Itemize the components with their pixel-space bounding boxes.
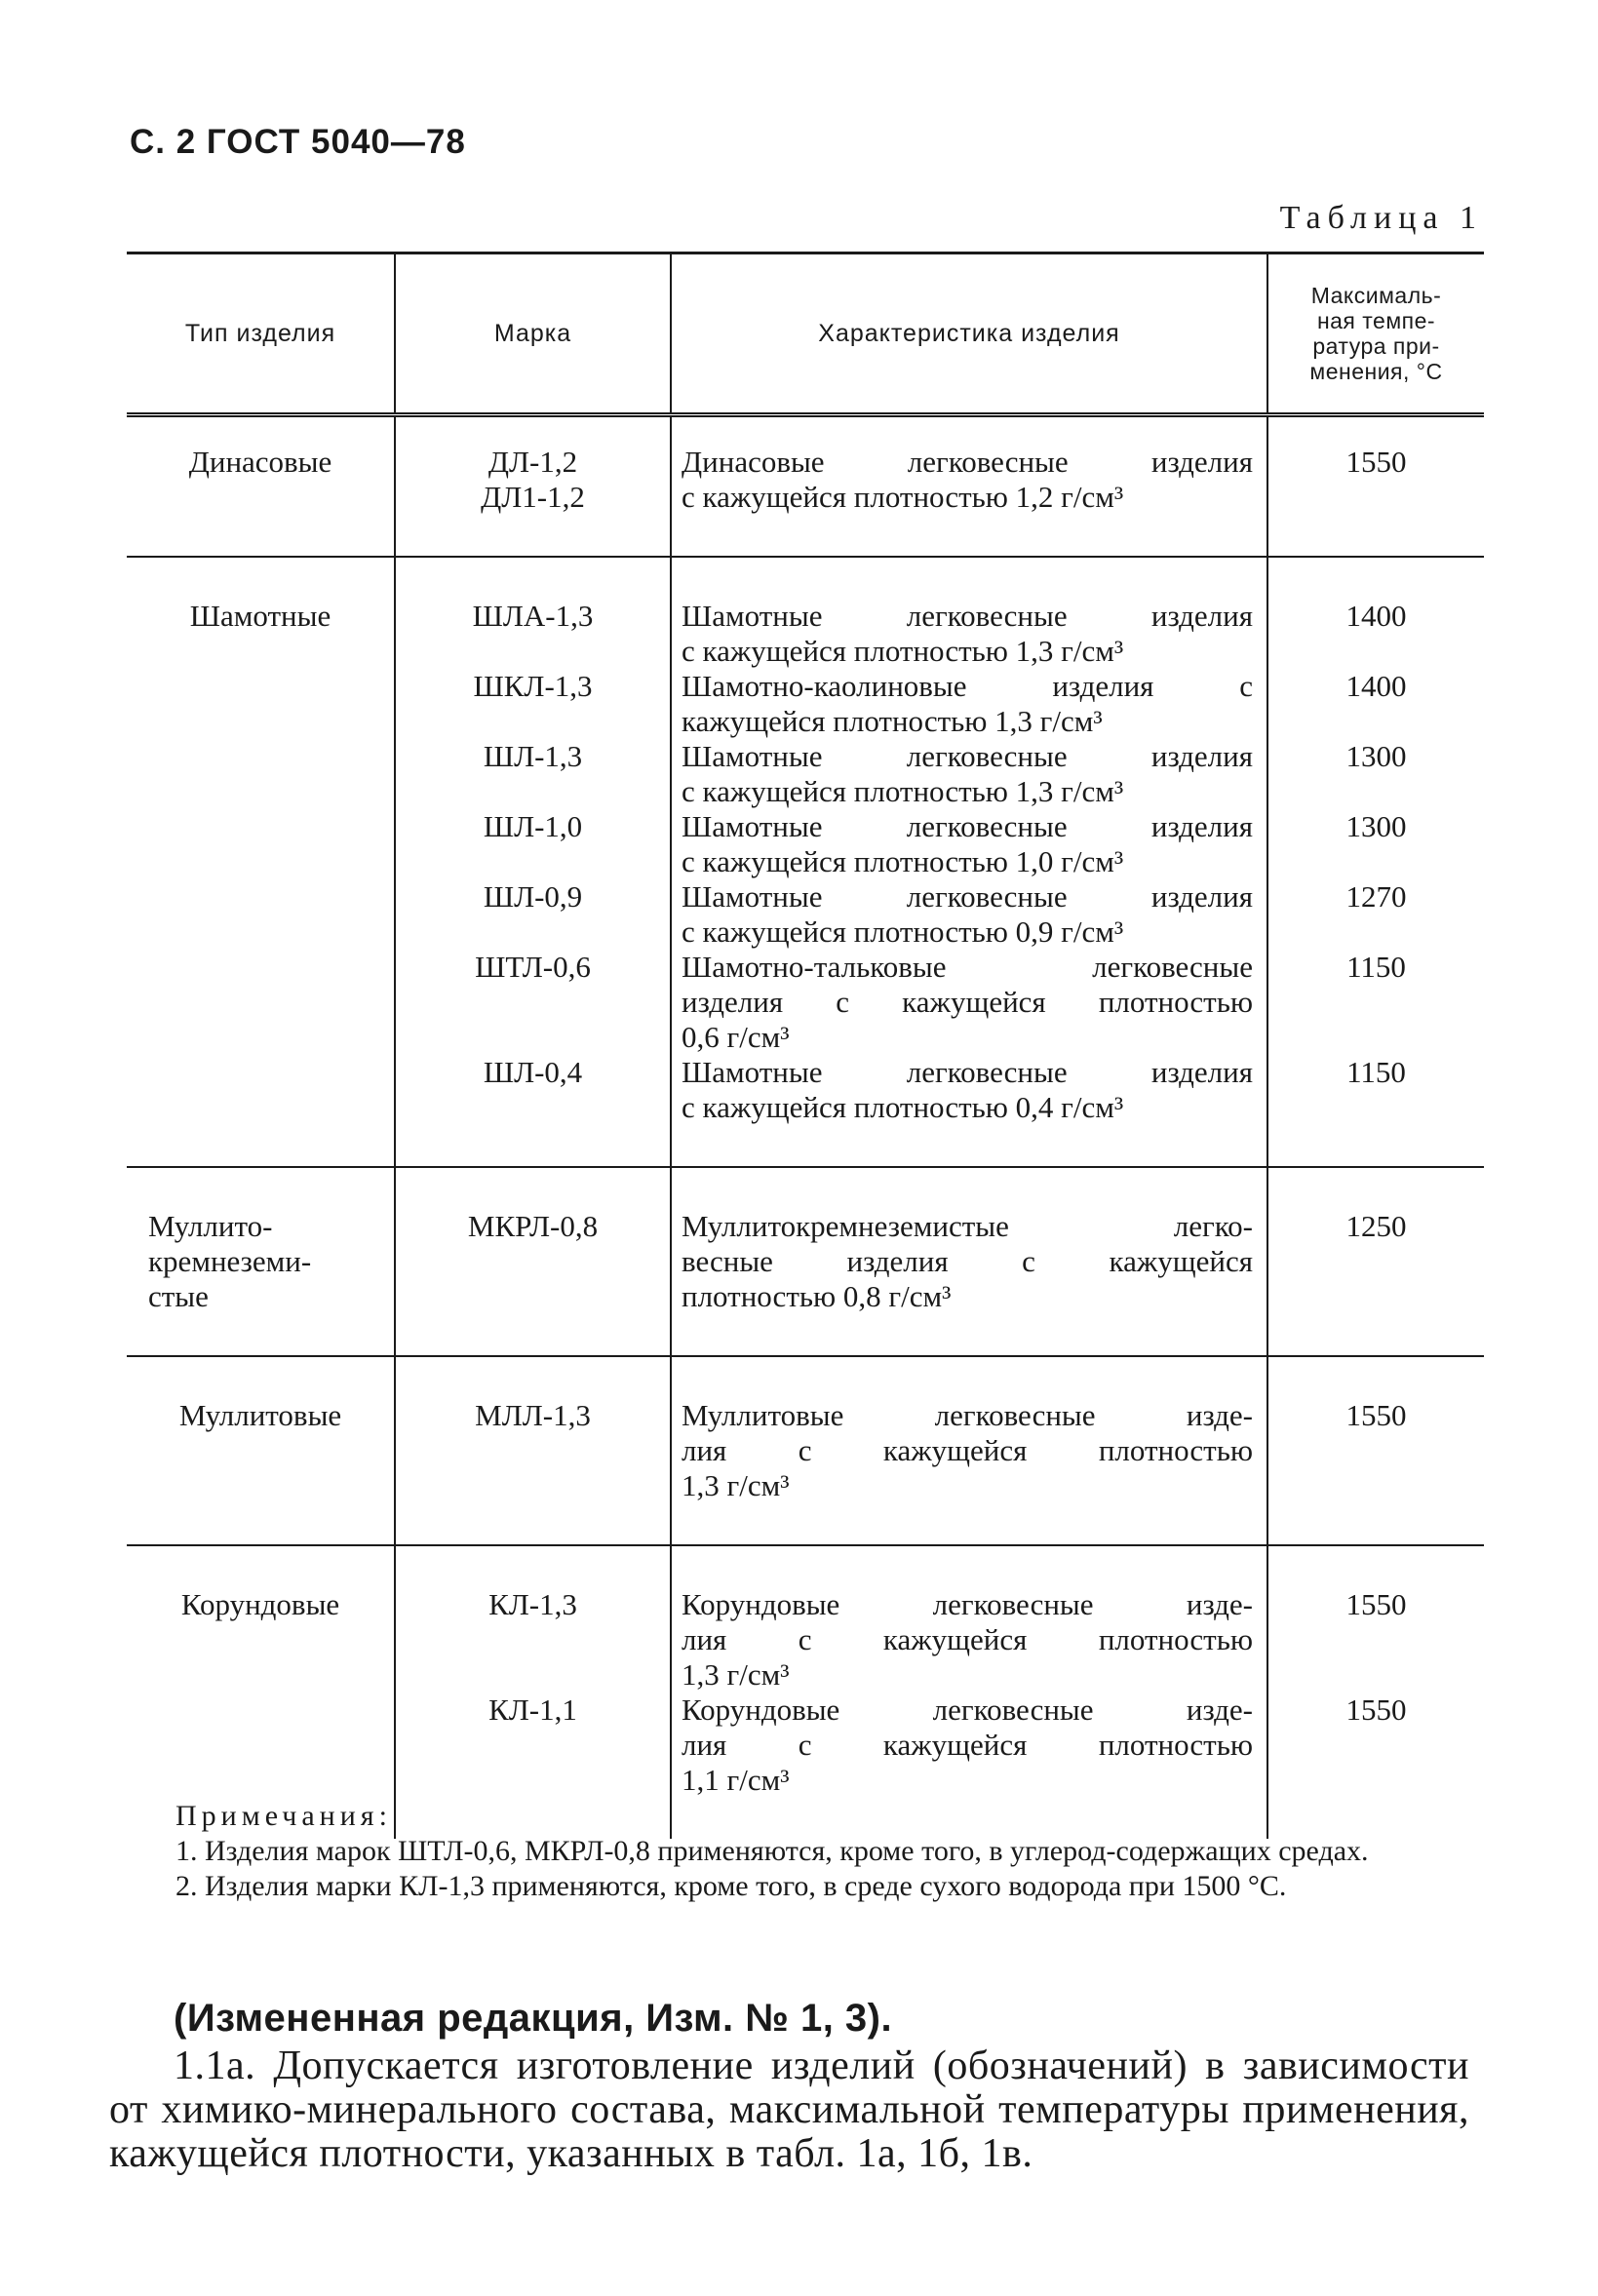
characteristic-line: Шамотные легковесные изделия — [682, 739, 1253, 773]
product-mark: ШЛА-1,3 — [472, 599, 594, 633]
characteristic-entry — [682, 879, 1253, 950]
product-type: Динасовые — [188, 445, 332, 479]
product-mark: ШЛ-0,4 — [483, 1055, 583, 1089]
product-mark: ШКЛ-1,3 — [473, 669, 593, 703]
characteristic-line: лия с кажущейся плотностью — [682, 1728, 1253, 1762]
characteristic-entry — [682, 739, 1253, 809]
product-temperatures — [1267, 1356, 1484, 1545]
type-line: стые — [148, 1279, 209, 1313]
mark-entry — [409, 1209, 656, 1314]
type-line: Муллито- — [148, 1209, 273, 1243]
product-temperatures — [1267, 1167, 1484, 1356]
product-marks — [395, 1356, 671, 1545]
characteristic-line: 1,3 г/см³ — [682, 1468, 790, 1502]
product-mark: КЛ-1,3 — [488, 1587, 577, 1621]
max-temperature: 1400 — [1345, 599, 1407, 633]
column-header-mark: Марка — [395, 253, 671, 415]
product-marks — [395, 1167, 671, 1356]
note-item: 2. Изделия марки КЛ-1,3 применяются, кроме того, в среде сухого водорода при 1500 °С. — [175, 1870, 1287, 1902]
table-row — [127, 557, 1484, 1167]
characteristic-line: 0,6 г/см³ — [682, 1020, 790, 1054]
characteristic-line: с кажущейся плотностью 1,0 г/см³ — [682, 844, 1124, 878]
notes — [109, 1799, 1474, 1904]
product-mark: ШЛ-1,3 — [483, 739, 583, 773]
table-row — [127, 415, 1484, 558]
max-temperature: 1300 — [1345, 739, 1407, 773]
characteristic-line: Шамотные легковесные изделия — [682, 1055, 1253, 1089]
header-line: Максималь- — [1310, 283, 1442, 308]
product-type: Корундовые — [127, 1545, 395, 1839]
max-temperature: 1250 — [1345, 1209, 1407, 1243]
product-mark: ШЛ-1,0 — [483, 809, 583, 843]
mark-entry — [409, 1587, 656, 1693]
characteristic-line: Шамотные легковесные изделия — [682, 879, 1253, 914]
product-temperatures — [1267, 557, 1484, 1167]
table-header-row — [127, 253, 1484, 415]
characteristic-line: Шамотные легковесные изделия — [682, 809, 1253, 843]
column-header-type: Тип изделия — [127, 253, 395, 415]
max-temperature: 1550 — [1345, 1587, 1407, 1621]
header-line: менения, °С — [1309, 359, 1443, 384]
product-temperatures — [1267, 1545, 1484, 1839]
product-mark: КЛ-1,1 — [488, 1693, 577, 1727]
characteristic-line: с кажущейся плотностью 1,3 г/см³ — [682, 634, 1124, 668]
characteristic-entry — [682, 1398, 1253, 1503]
characteristic-line: Муллитокремнеземистые легко- — [682, 1209, 1253, 1243]
characteristic-line: с кажущейся плотностью 0,4 г/см³ — [682, 1090, 1124, 1124]
mark-entry — [409, 1398, 656, 1503]
page-header: С. 2 ГОСТ 5040—78 — [130, 123, 466, 161]
product-characteristics — [671, 557, 1267, 1167]
mark-entry — [409, 879, 656, 950]
characteristic-line: с кажущейся плотностью 0,9 г/см³ — [682, 915, 1124, 949]
mark-entry — [409, 950, 656, 1055]
mark-entry — [409, 809, 656, 879]
characteristic-line: Шамотно-тальковые легковесные — [682, 950, 1253, 984]
characteristic-line: с кажущейся плотностью 1,3 г/см³ — [682, 774, 1124, 808]
amendment-note: (Измененная редакция, Изм. № 1, 3). — [174, 1997, 893, 2040]
mark-entry — [409, 445, 656, 515]
product-mark: ДЛ-1,2 — [487, 445, 578, 479]
characteristic-line: изделия с кажущейся плотностью — [682, 985, 1253, 1019]
characteristic-entry — [682, 809, 1253, 879]
product-characteristics — [671, 415, 1267, 558]
product-mark: МКРЛ-0,8 — [467, 1209, 599, 1243]
type-line: кремнеземи- — [148, 1244, 312, 1278]
characteristic-line: Шамотно-каолиновые изделия с — [682, 669, 1253, 703]
header-line: ная темпе- — [1316, 308, 1436, 333]
note-item: 1. Изделия марок ШТЛ-0,6, МКРЛ-0,8 применяются, кроме того, в углерод-содержащих средах. — [175, 1835, 1369, 1867]
column-header-characteristic: Характеристика изделия — [671, 253, 1267, 415]
product-marks — [395, 1545, 671, 1839]
mark-entry — [409, 599, 656, 669]
products-table — [127, 252, 1484, 1839]
products-table-wrapper — [127, 252, 1484, 1839]
table-row — [127, 1545, 1484, 1839]
characteristic-line: Муллитовые легковесные изде- — [682, 1398, 1253, 1432]
characteristic-entry — [682, 445, 1253, 515]
table-row — [127, 1167, 1484, 1356]
product-mark: ДЛ1-1,2 — [481, 480, 585, 514]
notes-title: Примечания: — [175, 1800, 392, 1832]
characteristic-line: Динасовые легковесные изделия — [682, 445, 1253, 479]
product-characteristics — [671, 1545, 1267, 1839]
table-row — [127, 1356, 1484, 1545]
max-temperature: 1550 — [1345, 1398, 1407, 1432]
characteristic-line: лия с кажущейся плотностью — [682, 1433, 1253, 1467]
clause-paragraph: 1.1а. Допускается изготовление изделий (обозначений) в зависимости от химико-минерального состава, максимальной температуры применения, кажущейся плотности, указанных в табл. 1а, 1б, 1в. — [109, 2043, 1469, 2176]
max-temperature: 1400 — [1345, 669, 1407, 703]
characteristic-entry — [682, 1209, 1253, 1314]
max-temperature: 1150 — [1346, 950, 1406, 984]
mark-entry — [409, 1693, 656, 1798]
characteristic-entry — [682, 669, 1253, 739]
mark-entry — [409, 669, 656, 739]
characteristic-line: 1,1 г/см³ — [682, 1763, 790, 1797]
characteristic-entry — [682, 1587, 1253, 1693]
characteristic-entry — [682, 599, 1253, 669]
mark-entry — [409, 739, 656, 809]
characteristic-line: плотностью 0,8 г/см³ — [682, 1279, 952, 1313]
product-type — [127, 1167, 395, 1356]
table-caption: Таблица 1 — [1279, 200, 1483, 236]
max-temperature: 1550 — [1345, 1693, 1407, 1727]
product-characteristics — [671, 1356, 1267, 1545]
characteristic-entry — [682, 950, 1253, 1055]
product-type: Муллитовые — [127, 1356, 395, 1545]
characteristic-line: 1,3 г/см³ — [682, 1657, 790, 1692]
product-marks — [395, 415, 671, 558]
characteristic-line: весные изделия с кажущейся — [682, 1244, 1253, 1278]
max-temperature: 1300 — [1345, 809, 1407, 843]
product-type: Шамотные — [127, 557, 395, 1167]
product-marks — [395, 557, 671, 1167]
characteristic-line: Шамотные легковесные изделия — [682, 599, 1253, 633]
characteristic-line: с кажущейся плотностью 1,2 г/см³ — [682, 480, 1124, 514]
characteristic-line: Корундовые легковесные изде- — [682, 1693, 1253, 1727]
product-characteristics — [671, 1167, 1267, 1356]
product-mark: ШТЛ-0,6 — [475, 950, 591, 984]
max-temperature: 1270 — [1345, 879, 1407, 914]
characteristic-entry — [682, 1055, 1253, 1125]
characteristic-entry — [682, 1693, 1253, 1798]
table-body — [127, 415, 1484, 1840]
characteristic-line: лия с кажущейся плотностью — [682, 1622, 1253, 1656]
product-mark: ШЛ-0,9 — [483, 879, 583, 914]
max-temperature: 1150 — [1346, 1055, 1406, 1089]
product-mark: МЛЛ-1,3 — [475, 1398, 591, 1432]
column-header-max-temperature — [1267, 253, 1484, 415]
mark-entry — [409, 1055, 656, 1125]
max-temperature: 1550 — [1345, 445, 1407, 479]
product-temperatures — [1267, 415, 1484, 558]
characteristic-line: Корундовые легковесные изде- — [682, 1587, 1253, 1621]
header-line: ратура при- — [1312, 333, 1440, 359]
characteristic-line: кажущейся плотностью 1,3 г/см³ — [682, 704, 1103, 738]
